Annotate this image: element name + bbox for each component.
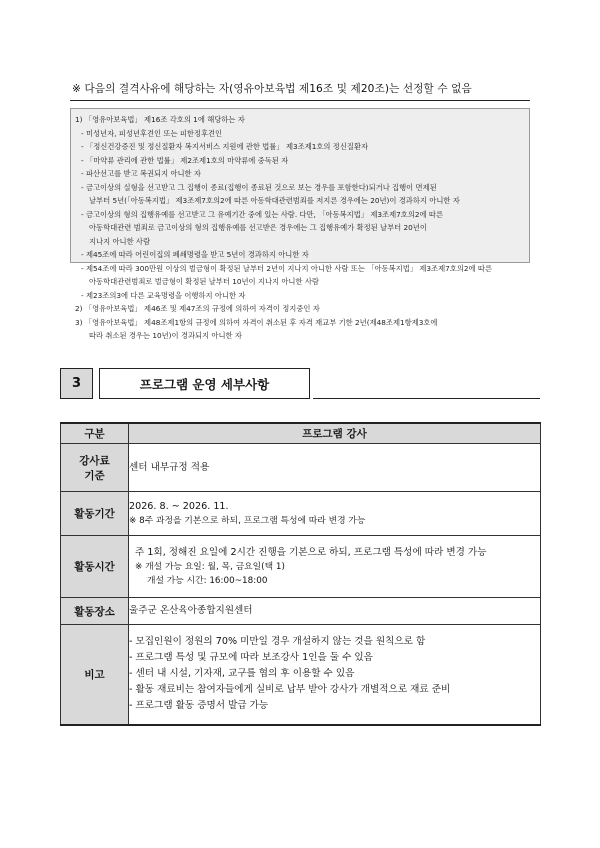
time-hours: 개설 가능 시간: 16:00~18:00 [147, 575, 268, 586]
disqualification-box [70, 108, 530, 340]
time-value [129, 536, 541, 598]
table-header-row [61, 423, 541, 444]
fee-value: 센터 내부규정 적용 [129, 444, 541, 492]
disqualification-item: 2) 「영유아보육법」 제46조 및 제47조의 규정에 의하여 자격이 정지중인 자 [75, 304, 320, 313]
note-item: - 센터 내 시설, 기자재, 교구를 협의 후 이용할 수 있음 [129, 668, 355, 680]
disqualification-item: 날부터 5년(「아동복지법」 제3조제7호의2에 따른 아동학대관련범죄를 저지른 경우에는 20년)이 경과하지 아니한 자 [89, 196, 460, 205]
disqualification-item: 지나지 아니한 사람 [89, 236, 151, 246]
period-dates: 2026. 8. ~ 2026. 11. [129, 500, 229, 512]
disqualification-item: - 파산선고를 받고 복권되지 아니한 자 [81, 169, 201, 178]
time-main: 주 1회, 정해진 요일에 2시간 진행을 기본으로 하되, 프로그램 특성에 따라 변경 가능 [135, 546, 487, 558]
table-row-fee [61, 444, 541, 492]
disqualification-list [75, 113, 527, 343]
note-list [129, 625, 541, 725]
disqualification-item: - 미성년자, 피성년후견인 또는 피한정후견인 [81, 128, 223, 138]
disqualification-item: 3) 「영유아보육법」 제48조제1항의 규정에 의하여 자격이 취소된 후 자격 재교부 기한 2년(제48조제1항제3호에 [75, 317, 438, 327]
table-row-period [61, 492, 541, 536]
section-title: 프로그램 운영 세부사항 [99, 368, 310, 399]
section-rule [313, 398, 540, 399]
disqualification-item: 아동학대관련 범죄로 금고이상의 형의 집행유예를 선고받은 경우에는 그 집행유예가 확정된 날부터 20년이 [89, 223, 427, 232]
place-value: 울주군 온산육아종합지원센터 [129, 598, 541, 625]
notice-underline [70, 100, 530, 101]
disqualification-item: - 제45조에 따라 어린이집의 폐쇄명령을 받고 5년이 경과하지 아니한 자 [81, 250, 309, 259]
row-label-note: 비고 [61, 625, 129, 725]
disqualification-notice: ※ 다음의 결격사유에 해당하는 자(영유아보육법 제16조 및 제20조)는 선정할 수 없음 [72, 83, 472, 95]
row-label-fee [61, 444, 129, 492]
note-item: - 프로그램 특성 및 규모에 따라 보조강사 1인을 둘 수 있음 [129, 652, 373, 664]
table-row-time [61, 536, 541, 598]
disqualification-item: - 「정신건강증진 및 정신질환자 복지서비스 지원에 관한 법률」 제3조제1호의 정신질환자 [81, 142, 369, 151]
disqualification-item: 따라 취소된 경우는 10년)이 경과되지 아니한 자 [89, 331, 242, 340]
table-row-place [61, 598, 541, 625]
section-number: 3 [60, 368, 93, 399]
fee-label-line2: 기준 [84, 469, 105, 482]
period-note: ※ 8주 과정을 기본으로 하되, 프로그램 특성에 따라 변경 가능 [129, 515, 366, 526]
disqualification-item: 아동학대관련범죄로 벌금형이 확정된 날부터 10년이 지나지 아니한 사람 [89, 277, 319, 286]
row-label-period: 활동기간 [61, 492, 129, 536]
note-item: - 활동 재료비는 참여자들에게 실비로 납부 받아 강사가 개별적으로 재료 준비 [129, 684, 451, 696]
disqualification-item: - 제54조에 따라 300만원 이상의 벌금형이 확정된 날부터 2년이 지나지 아니한 사람 또는 「아동복지법」 제3조제7호의2에 따른 [81, 263, 492, 273]
disqualification-item: - 금고이상의 실형을 선고받고 그 집행이 종료(집행이 종료된 것으로 보는 경우를 포함한다)되거나 집행이 면제된 [81, 182, 437, 192]
header-category: 구분 [61, 423, 129, 444]
period-value [129, 492, 541, 536]
note-item: - 모집인원이 정원의 70% 미만일 경우 개설하지 않는 것을 원칙으로 함 [129, 636, 426, 648]
time-days: ※ 개설 가능 요일: 월, 목, 금요일(택 1) [135, 561, 285, 572]
disqualification-item: - 제23조의3에 다른 교육명령을 이행하지 아니한 자 [81, 290, 246, 300]
disqualification-item: - 「마약류 관리에 관한 법률」 제2조제1호의 마약류에 중독된 자 [81, 155, 289, 165]
fee-label-line1: 강사료 [79, 454, 110, 467]
note-item: - 프로그램 활동 증명서 발급 가능 [129, 700, 269, 712]
row-label-place: 활동장소 [61, 598, 129, 625]
row-label-time: 활동시간 [61, 536, 129, 598]
header-instructor: 프로그램 강사 [129, 423, 541, 444]
program-details-table [60, 422, 541, 726]
disqualification-item: 1) 「영유아보육법」 제16조 각호의 1에 해당하는 자 [75, 115, 245, 124]
disqualification-item: - 금고이상의 형의 집행유예를 선고받고 그 유예기간 중에 있는 사람. 다만, 「아동복지법」 제3조제7호의2에 따른 [81, 209, 443, 219]
section-header [60, 368, 540, 399]
table-row-note [61, 625, 541, 725]
